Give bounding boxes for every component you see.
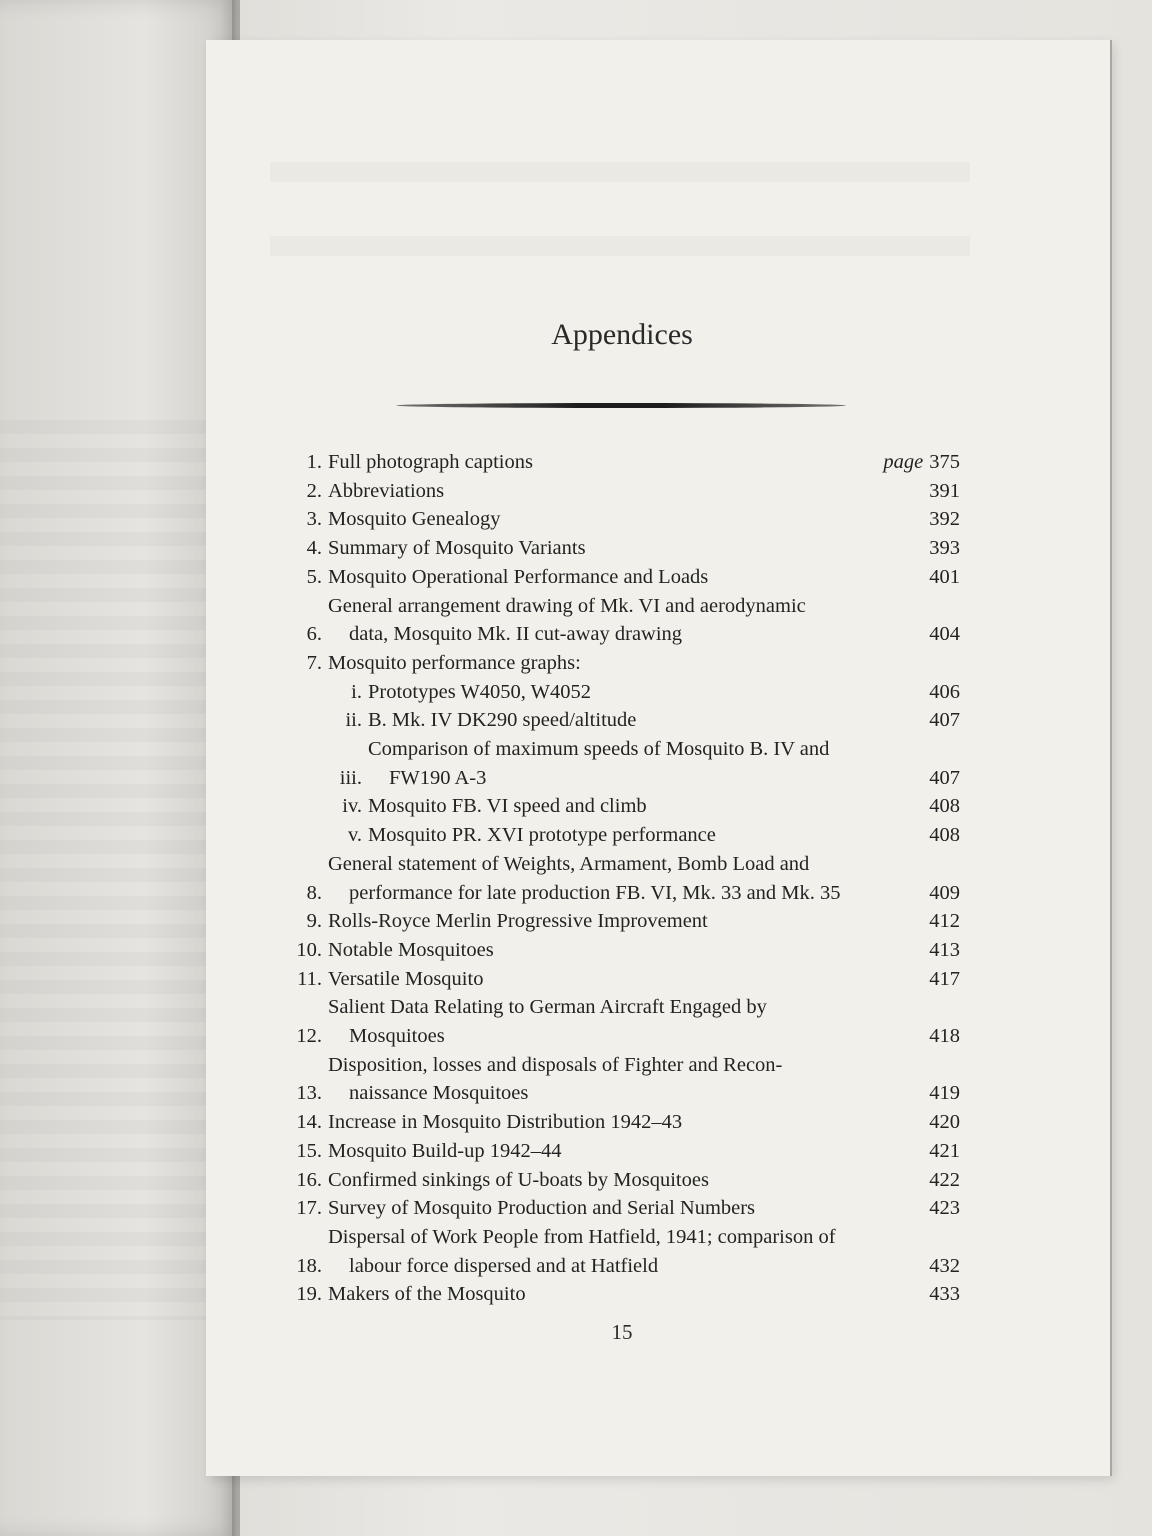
appendix-entry: [288, 563, 960, 592]
entry-title-line: Confirmed sinkings of U-boats by Mosquitoes: [328, 1168, 709, 1191]
entry-number: 10.: [296, 938, 322, 961]
entry-page: [902, 792, 960, 821]
entry-page-value: 393: [929, 537, 960, 560]
entry-page: [902, 764, 960, 793]
entry-number: 9.: [306, 910, 322, 933]
entry-number: iii.: [339, 766, 362, 789]
entry-page-value: 418: [929, 1025, 960, 1048]
entry-title: [323, 534, 902, 563]
entry-number: 15.: [296, 1139, 322, 1162]
entry-number: 14.: [296, 1111, 322, 1134]
entry-page: [902, 563, 960, 592]
entry-page: [902, 706, 960, 735]
entry-title-line: B. Mk. IV DK290 speed/altitude: [368, 709, 637, 732]
appendix-entry: [288, 505, 960, 534]
entry-title-line: Notable Mosquitoes: [328, 938, 494, 961]
entry-title-line: Mosquito Genealogy: [328, 508, 501, 531]
entry-title-continuation: data, Mosquito Mk. II cut-away drawing: [349, 623, 683, 646]
entry-page-value: 407: [929, 709, 960, 732]
appendix-entry: [288, 1280, 960, 1309]
entry-title: [323, 907, 902, 936]
entry-page-value: 406: [929, 680, 960, 703]
entry-page: [902, 907, 960, 936]
entry-page-value: 392: [929, 508, 960, 531]
entry-page-value: 401: [929, 565, 960, 588]
entry-title-line: Summary of Mosquito Variants: [328, 537, 586, 560]
entry-number: 1.: [306, 451, 322, 473]
appendix-entry: [288, 649, 960, 678]
facing-page: [0, 0, 240, 1536]
entry-page: [902, 1252, 960, 1281]
entry-page-value: 423: [929, 1197, 960, 1220]
entry-number: ii.: [345, 709, 362, 732]
appendix-entry: [288, 1137, 960, 1166]
entry-page: [902, 678, 960, 707]
entry-title-continuation: performance for late production FB. VI, Mk. 33 and Mk. 35: [349, 881, 841, 904]
entry-page-value: 417: [929, 967, 960, 990]
page-title: Appendices: [551, 318, 693, 351]
entry-page: [902, 1194, 960, 1223]
entry-title-line: Versatile Mosquito: [328, 967, 484, 990]
appendix-entry: [288, 821, 960, 850]
entry-page-value: 432: [929, 1254, 960, 1277]
entry-page-value: 407: [929, 766, 960, 789]
entry-number: 5.: [306, 565, 322, 588]
entry-page-value: 408: [929, 824, 960, 847]
entry-number: 11.: [297, 967, 322, 990]
entry-title: [323, 1223, 902, 1280]
entry-number: 2.: [306, 479, 322, 502]
entry-title-line: General statement of Weights, Armament, Bomb Load and: [328, 852, 810, 875]
entry-number: v.: [347, 824, 362, 847]
entry-page: [902, 534, 960, 563]
entry-title: [323, 1194, 902, 1223]
entry-title-line: General arrangement drawing of Mk. VI and aerodynamic: [328, 594, 806, 617]
entry-title: [363, 678, 902, 707]
entry-title: [323, 505, 902, 534]
entry-page: [902, 1137, 960, 1166]
entry-number: 12.: [296, 1025, 322, 1048]
entry-page: [902, 965, 960, 994]
entry-page-value: 409: [929, 881, 960, 904]
entry-title-line: Mosquito Build-up 1942–44: [328, 1139, 562, 1162]
entry-title-line: Mosquito FB. VI speed and climb: [368, 795, 647, 818]
entry-number: 17.: [296, 1197, 322, 1220]
entry-title: [323, 965, 902, 994]
entry-page: [902, 1079, 960, 1108]
entry-title: [323, 1166, 902, 1195]
entry-title-line: Survey of Mosquito Production and Serial Numbers: [328, 1197, 756, 1220]
entry-page: [902, 879, 960, 908]
entry-title: [363, 792, 902, 821]
entry-page-value: 391: [929, 479, 960, 502]
entry-title-continuation: naissance Mosquitoes: [349, 1082, 529, 1105]
entry-page-value: 408: [929, 795, 960, 818]
appendix-entry: [288, 534, 960, 563]
appendix-entry: [288, 907, 960, 936]
entry-title: [323, 1280, 902, 1309]
entry-number: 13.: [296, 1082, 322, 1105]
appendix-entry: [288, 792, 960, 821]
entry-page-value: 420: [929, 1111, 960, 1134]
entry-title-line: Mosquito Operational Performance and Loads: [328, 565, 709, 588]
entry-title: [323, 936, 902, 965]
entry-number: 8.: [306, 881, 322, 904]
entry-title: [323, 649, 902, 678]
entry-page-value: 419: [929, 1082, 960, 1105]
appendix-entry: [288, 1108, 960, 1137]
appendix-entry: [288, 993, 960, 1050]
entry-page-value: 404: [929, 623, 960, 646]
appendix-entry: [288, 1166, 960, 1195]
entry-number: 3.: [306, 508, 322, 531]
entry-page: [902, 477, 960, 506]
entry-title: [323, 477, 902, 506]
entry-title: [323, 448, 840, 477]
entry-number: i.: [351, 680, 362, 703]
entry-title-line: Prototypes W4050, W4052: [368, 680, 592, 703]
entry-page-value: 422: [929, 1168, 960, 1191]
entry-title: [323, 1108, 902, 1137]
entry-title-line: Mosquito PR. XVI prototype performance: [368, 824, 716, 847]
appendix-entry: [288, 735, 960, 792]
entry-title-line: Disposition, losses and disposals of Fighter and Recon-: [328, 1053, 783, 1076]
appendix-entry: [288, 965, 960, 994]
appendix-entry: [288, 678, 960, 707]
entry-page-value: 421: [929, 1139, 960, 1162]
entry-title: [323, 850, 902, 907]
entry-title-continuation: Mosquitoes: [349, 1025, 445, 1048]
appendix-entry: [288, 592, 960, 649]
entry-page: [902, 505, 960, 534]
entry-page: [902, 1022, 960, 1051]
entry-title: [323, 563, 902, 592]
entry-title-line: Increase in Mosquito Distribution 1942–43: [328, 1111, 683, 1134]
entry-page: [902, 1166, 960, 1195]
entry-title-line: Makers of the Mosquito: [328, 1283, 526, 1306]
entry-title-line: Abbreviations: [328, 479, 445, 502]
appendix-entry: [288, 1194, 960, 1223]
appendix-entry: [288, 477, 960, 506]
appendix-entry: [288, 1051, 960, 1108]
entry-title: [323, 1137, 902, 1166]
entry-title-line: Salient Data Relating to German Aircraft Engaged by: [328, 996, 767, 1019]
entry-page-value: 413: [929, 938, 960, 961]
appendix-entry: [288, 706, 960, 735]
entry-number: 16.: [296, 1168, 322, 1191]
entry-title: [363, 735, 902, 792]
entry-page-value: 433: [929, 1283, 960, 1306]
entry-page: [902, 620, 960, 649]
entry-title-line: Dispersal of Work People from Hatfield, 1941; comparison of: [328, 1225, 836, 1248]
entry-page-value: 412: [929, 910, 960, 933]
entry-title: [323, 592, 902, 649]
appendix-entry: [288, 936, 960, 965]
appendix-list: [288, 448, 960, 1309]
page-number: 15: [611, 1320, 633, 1344]
entry-number: 7.: [306, 651, 322, 674]
entry-title: [363, 706, 902, 735]
appendix-entry: [288, 850, 960, 907]
entry-title-line: Comparison of maximum speeds of Mosquito B. IV and: [368, 738, 830, 761]
entry-title-line: Full photograph captions: [328, 451, 533, 473]
entry-number: 6.: [306, 623, 322, 646]
entry-title-line: Rolls-Royce Merlin Progressive Improvement: [328, 910, 708, 933]
entry-title-line: Mosquito performance graphs:: [328, 651, 581, 674]
appendix-entry: [288, 448, 960, 477]
entry-page: [902, 936, 960, 965]
entry-number: 18.: [296, 1254, 322, 1277]
entry-title-continuation: FW190 A-3: [389, 766, 487, 789]
entry-page: [902, 821, 960, 850]
entry-page: [902, 1280, 960, 1309]
entry-page-value: 375: [929, 451, 960, 473]
entry-title: [323, 1051, 902, 1108]
entry-number: 4.: [306, 537, 322, 560]
entry-number: iv.: [342, 795, 362, 818]
entry-title: [363, 821, 902, 850]
facing-page-show-through: [0, 420, 230, 1320]
appendix-entry: [288, 1223, 960, 1280]
entry-page: [902, 1108, 960, 1137]
entry-title: [323, 993, 902, 1050]
show-through-text: [270, 118, 970, 288]
entry-page: [840, 448, 960, 477]
page-label: page: [883, 451, 924, 473]
title-rule: [396, 403, 846, 408]
entry-number: 19.: [296, 1283, 322, 1306]
entry-title-continuation: labour force dispersed and at Hatfield: [349, 1254, 659, 1277]
